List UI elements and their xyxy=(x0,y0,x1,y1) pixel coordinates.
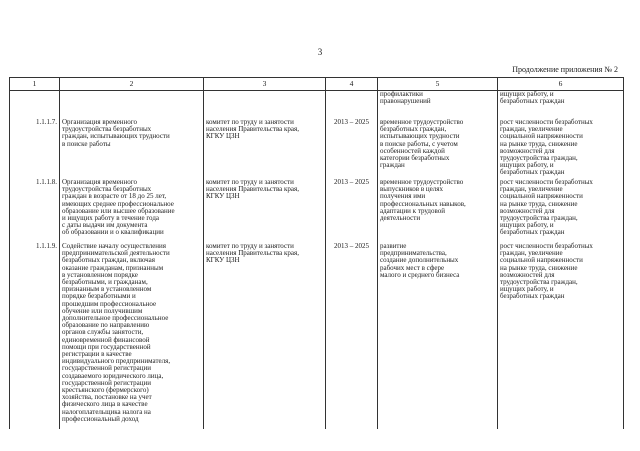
executor-cell xyxy=(204,243,326,429)
text-line: крестьянского (фермерского) xyxy=(62,386,149,395)
text-line: хозяйства, постановке на учет xyxy=(62,393,152,402)
text-line: трудоустройства граждан, xyxy=(500,214,578,223)
text-line: возможностей для xyxy=(500,206,555,215)
text-line: на рынке труда, снижение xyxy=(500,199,578,208)
text-line: КГКУ ЦЗН xyxy=(206,192,240,201)
text-line: социальной напряженности xyxy=(500,132,583,141)
text-line: ищущих работу, и xyxy=(500,285,554,294)
executor-cell xyxy=(204,115,326,179)
text-line: рост численности безработных xyxy=(500,178,593,186)
result-cell xyxy=(378,91,498,116)
text-line: профессиональный доход xyxy=(62,414,139,423)
text-line: адаптации к трудовой xyxy=(380,206,445,215)
text-line: прошедшим профессиональное xyxy=(62,299,157,308)
text-line: Содействие началу осуществления xyxy=(62,242,167,250)
text-line: единовременной финансовой xyxy=(62,335,150,344)
text-line: комитет по труду и занятости xyxy=(206,242,294,250)
result-cell xyxy=(378,179,498,243)
text-line: граждан, испытывающих трудности xyxy=(62,132,170,141)
text-line: граждан xyxy=(380,161,405,170)
text-line: помощи при государственной xyxy=(62,342,151,351)
text-line: трудоустройства граждан, xyxy=(500,278,578,287)
period-cell: 2013 – 2025 xyxy=(326,115,378,179)
text-line: образование по направлению xyxy=(62,321,150,330)
measure-number: 1.1.1.8. xyxy=(10,179,60,243)
text-line: налогоплательщика налога на xyxy=(62,407,151,416)
text-line: КГКУ ЦЗН xyxy=(206,132,240,141)
text-line: социальной напряженности xyxy=(500,192,583,201)
text-line: временное трудоустройство xyxy=(380,118,464,126)
text-line: ищущих работу, и xyxy=(500,221,554,230)
text-line: Организация временного xyxy=(62,178,137,186)
result-cell xyxy=(378,115,498,179)
text-line: в установленном порядке xyxy=(62,270,138,279)
text-line: населения Правительства края, xyxy=(206,185,299,194)
indicator-cell xyxy=(498,115,624,179)
text-line: создание дополнительных xyxy=(380,256,459,265)
measure-number: 1.1.1.7. xyxy=(10,115,60,179)
table-row xyxy=(10,179,624,243)
text-line: индивидуального предпринимателя, xyxy=(62,357,171,366)
column-header: 4 xyxy=(326,78,378,91)
text-line: безработными, и гражданам, xyxy=(62,278,148,287)
column-header: 2 xyxy=(60,78,204,91)
text-line: порядке безработными и xyxy=(62,292,136,301)
text-line: развитие xyxy=(380,242,407,250)
period-cell: 2013 – 2025 xyxy=(326,179,378,243)
column-header: 1 xyxy=(10,78,60,91)
text-line: трудоустройства безработных xyxy=(62,185,152,194)
text-line: комитет по труду и занятости xyxy=(206,178,294,186)
measure-number: 1.1.1.9. xyxy=(10,243,60,429)
text-line: деятельности xyxy=(380,214,421,223)
result-cell xyxy=(378,243,498,429)
column-header: 6 xyxy=(498,78,624,91)
indicator-cell xyxy=(498,243,624,429)
measures-table xyxy=(9,77,624,429)
text-line: и ищущих работу в течение года xyxy=(62,214,159,223)
indicator-cell xyxy=(498,91,624,116)
text-line: обучение или получившим xyxy=(62,306,143,315)
page-number: 3 xyxy=(317,47,323,57)
event-cell xyxy=(60,243,204,429)
text-line: с даты выдачи им документа xyxy=(62,221,148,230)
table-header-row xyxy=(10,78,624,91)
text-line: временное трудоустройство xyxy=(380,178,464,186)
text-line: рост численности безработных xyxy=(500,118,593,126)
text-line: оказание гражданам, признанным xyxy=(62,263,164,272)
text-line: безработных граждан xyxy=(500,97,565,106)
text-line: безработных граждан, xyxy=(380,125,447,134)
text-line: профессиональных навыков, xyxy=(380,199,466,208)
text-line: возможностей для xyxy=(500,146,555,155)
text-line: выпускников в целях xyxy=(380,185,443,194)
text-line: испытывающих трудности xyxy=(380,132,460,141)
text-line: комитет по труду и занятости xyxy=(206,118,294,126)
period-cell: 2013 – 2025 xyxy=(326,243,378,429)
text-line: органов службы занятости, xyxy=(62,328,144,337)
text-line: КГКУ ЦЗН xyxy=(206,256,240,265)
executor-cell xyxy=(204,179,326,243)
text-line: физического лица в качестве xyxy=(62,400,148,409)
text-line: дополнительное профессиональное xyxy=(62,314,169,323)
text-line: особенностей каждой xyxy=(380,146,445,155)
text-line: создаваемого юридического лица, xyxy=(62,371,164,380)
column-header: 3 xyxy=(204,78,326,91)
text-line: об образовании и о квалификации xyxy=(62,228,164,237)
appendix-continuation-label: Продолжение приложения № 2 xyxy=(512,65,618,74)
text-line: рост численности безработных xyxy=(500,242,593,250)
text-line: трудоустройства безработных xyxy=(62,125,152,134)
text-line: граждан, увеличение xyxy=(500,249,563,258)
text-line: получения ими xyxy=(380,192,426,201)
text-line: граждан в возрасте от 18 до 25 лет, xyxy=(62,192,167,201)
text-line: образование или высшее образование xyxy=(62,206,175,215)
text-line: граждан, увеличение xyxy=(500,185,563,194)
event-cell xyxy=(60,179,204,243)
text-line: признанным в установленном xyxy=(62,285,152,294)
text-line: регистрации в качестве xyxy=(62,350,132,359)
text-line: населения Правительства края, xyxy=(206,125,299,134)
text-line: социальной напряженности xyxy=(500,256,583,265)
text-line: возможностей для xyxy=(500,270,555,279)
text-line: безработных граждан xyxy=(500,292,565,301)
text-line: населения Правительства края, xyxy=(206,249,299,258)
event-cell xyxy=(60,115,204,179)
text-line: правонарушений xyxy=(380,97,431,106)
text-line: граждан, увеличение xyxy=(500,125,563,134)
text-line: безработных граждан xyxy=(500,228,565,237)
text-line: в поиске работы xyxy=(62,139,111,148)
indicator-cell xyxy=(498,179,624,243)
table-row xyxy=(10,115,624,179)
text-line: рабочих мест в сфере xyxy=(380,263,445,272)
text-line: государственной регистрации xyxy=(62,378,151,387)
text-line: категории безработных xyxy=(380,154,450,163)
text-line: ищущих работу, и xyxy=(500,90,554,98)
text-line: трудоустройства граждан, xyxy=(500,154,578,163)
text-line: на рынке труда, снижение xyxy=(500,139,578,148)
text-line: Организация временного xyxy=(62,118,137,126)
text-line: государственной регистрации xyxy=(62,364,151,373)
text-line: ищущих работу, и xyxy=(500,161,554,170)
text-line: в поиске работы, с учетом xyxy=(380,139,458,148)
text-line: безработных граждан, включая xyxy=(62,256,155,265)
text-line: на рынке труда, снижение xyxy=(500,263,578,272)
text-line: имеющих среднее профессиональное xyxy=(62,199,174,208)
text-line: безработных граждан xyxy=(500,168,565,177)
text-line: малого и среднего бизнеса xyxy=(380,270,460,279)
text-line: предпринимательской деятельности xyxy=(62,249,170,258)
column-header: 5 xyxy=(378,78,498,91)
text-line: профилактики xyxy=(380,90,423,98)
text-line: предпринимательства, xyxy=(380,249,447,258)
continuation-row xyxy=(10,91,624,116)
table-row xyxy=(10,243,624,429)
